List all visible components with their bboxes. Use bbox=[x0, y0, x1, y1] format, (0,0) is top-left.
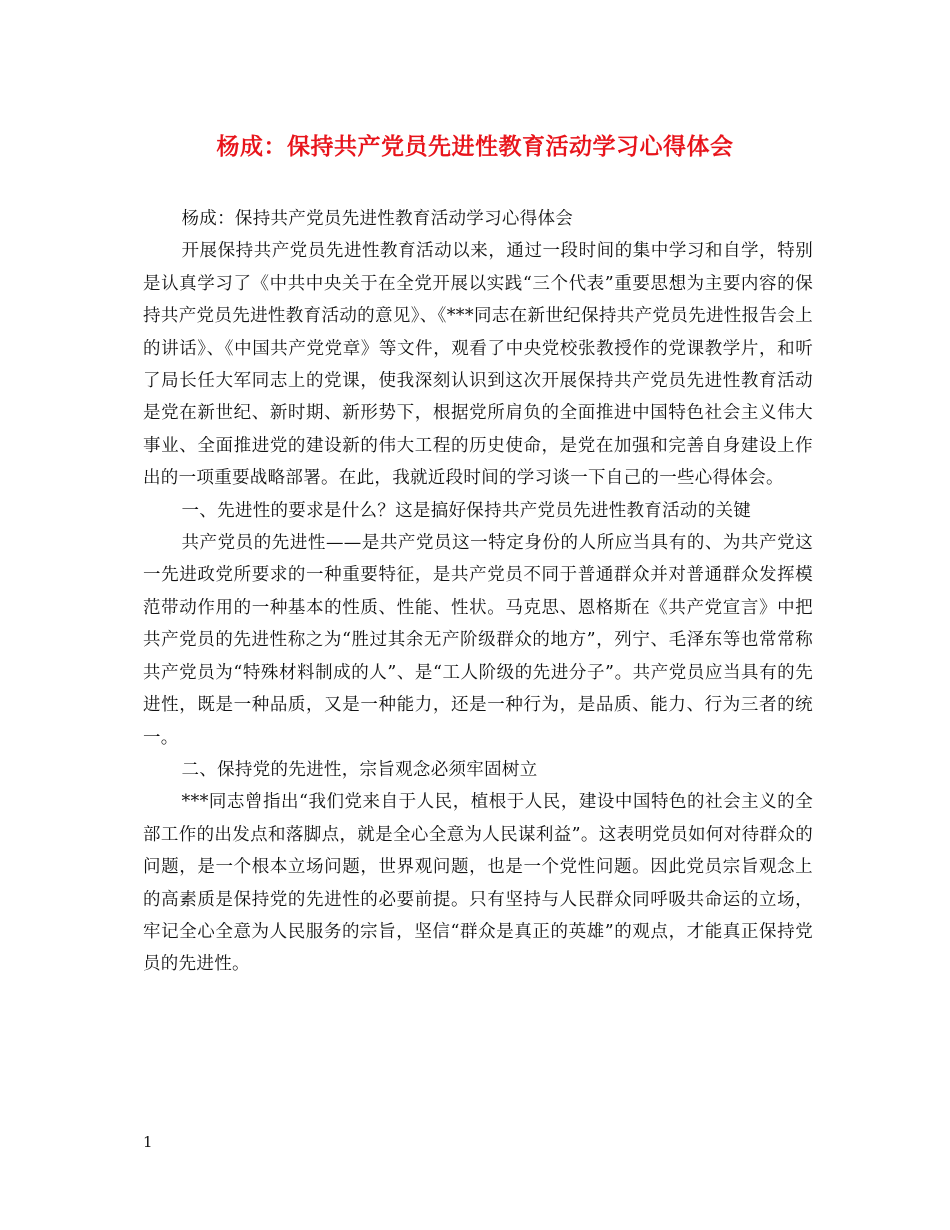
section-heading-1: 一、先进性的要求是什么？这是搞好保持共产党员先进性教育活动的关键 bbox=[181, 500, 752, 521]
document-title: 杨成：保持共产党员先进性教育活动学习心得体会 bbox=[216, 133, 734, 160]
paragraph-section-1: 共产党员的先进性——是共产党员这一特定身份的人所应当具有的、为共产党这一先进政党所要求的一种重要特征，是共产党员不同于普通群众并对普通群众发挥模范带动作用的一种基本的性质、性能、性状。马克思、恩格斯在《共产党宣言》中把共产党员的先进性称之为“胜过其余无产阶级群众的地方”，列宁、毛泽东等也常常称共产党员为“特殊材料制成的人”、是“工人阶级的先进分子”。共产党员应当具有的先进性，既是一种品质，又是一种能力，还是一种行为，是品质、能力、行为三者的统一。 bbox=[143, 533, 813, 748]
document-body bbox=[143, 203, 813, 981]
page-number: 1 bbox=[143, 1133, 153, 1151]
paragraph-section-2: ***同志曾指出“我们党来自于人民，植根于人民，建设中国特色的社会主义的全部工作的出发点和落脚点，就是全心全意为人民谋利益”。这表明党员如何对待群众的问题，是一个根本立场问题，世界观问题，也是一个党性问题。因此党员宗旨观念上的高素质是保持党的先进性的必要前提。只有坚持与人民群众同呼吸共命运的立场，牢记全心全意为人民服务的宗旨，坚信“群众是真正的英雄”的观点，才能真正保持党员的先进性。 bbox=[143, 792, 813, 975]
paragraph-subtitle: 杨成：保持共产党员先进性教育活动学习心得体会 bbox=[181, 209, 574, 229]
paragraph-intro: 开展保持共产党员先进性教育活动以来，通过一段时间的集中学习和自学，特别是认真学习了《中共中央关于在全党开展以实践“三个代表”重要思想为主要内容的保持共产党员先进性教育活动的意见》、《***同志在新世纪保持共产党员先进性报告会上的讲话》、《中国共产党党章》等文件，观看了中央党校张教授作的党课教学片，和听了局长任大军同志上的党课，使我深刻认识到这次开展保持共产党员先进性教育活动是党在新世纪、新时期、新形势下，根据党所肩负的全面推进中国特色社会主义伟大事业、全面推进党的建设新的伟大工程的历史使命，是党在加强和完善自身建设上作出的一项重要战略部署。在此，我就近段时间的学习谈一下自己的一些心得体会。 bbox=[143, 241, 813, 489]
section-heading-2: 二、保持党的先进性，宗旨观念必须牢固树立 bbox=[181, 759, 538, 780]
